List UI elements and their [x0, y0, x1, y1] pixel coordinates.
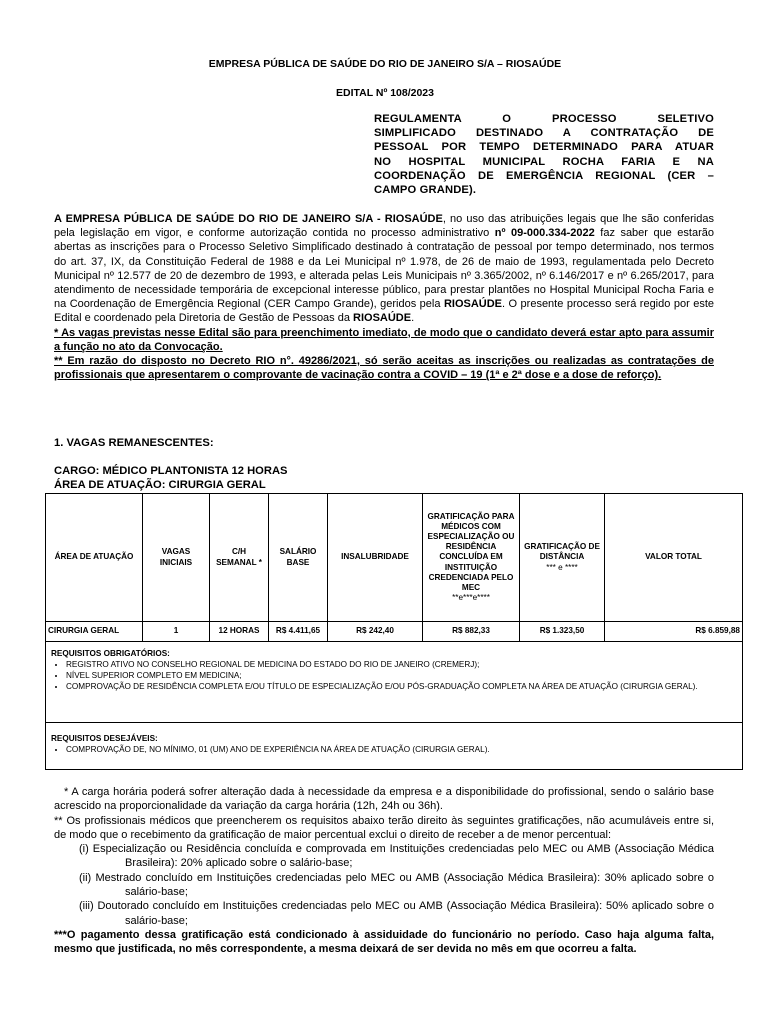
header-gratificacao-mec	[423, 494, 520, 622]
vacancy-table	[45, 493, 743, 642]
section-title: 1. VAGAS REMANESCENTES:	[54, 437, 214, 449]
list-item: • REGISTRO ATIVO NO CONSELHO REGIONAL DE MEDICINA DO ESTADO DO RIO DE JANEIRO (CREMERJ);	[66, 659, 742, 670]
table-row	[46, 622, 743, 642]
cell-salario: R$ 4.411,65	[269, 622, 328, 642]
footnote-carga-horaria: * A carga horária poderá sofrer alteração dada à necessidade da empresa e a disponibilidade do profissional, sendo o salário base acrescido na proporcionalidade da variação da carga horária (12h, 24h ou 36h).	[54, 786, 714, 813]
header-gratificacao-mec-note: **e***e****	[452, 593, 490, 603]
process-number: nº 09-000.334-2022	[494, 227, 595, 240]
note-immediate: * As vagas previstas nesse Edital são para preenchimento imediato, de modo que o candidato deverá estar apto para assumir a função no ato da Convocação.	[54, 326, 714, 353]
header-ch: C/H SEMANAL *	[210, 494, 269, 622]
document-header: EMPRESA PÚBLICA DE SAÚDE DO RIO DE JANEIRO S/A – RIOSAÚDE	[208, 58, 562, 70]
header-salario: SALÁRIO BASE	[269, 494, 328, 622]
intro-text: faz saber que estarão abertas as inscrições para o Processo Seletivo Simplificado destinado à contratação de pessoal por tempo determinado, nos termos do art. 37, IX, da Constituição Federal de 1988 e da Lei Municipal nº 1.978, de 26 de maio de 1993, regulamentada pelo Decreto Municipal nº 12.577 de 20 de dezembro de 1993, e alterada pelas Leis Municipais nº 3.365/2002, nº 6.146/2017 e nº 6.265/2017, para atendimento de necessidade temporária de excepcional interesse público, para prestar plantões no Hospital Municipal Rocha Faria e na Coordenação de Emergência Regional (CER Campo Grande), geridos pela	[54, 227, 714, 311]
cell-area: CIRURGIA GERAL	[46, 622, 143, 642]
list-item: • COMPROVAÇÃO DE RESIDÊNCIA COMPLETA E/OU TÍTULO DE ESPECIALIZAÇÃO E/OU PÓS-GRADUAÇÃO COMPLETA NA ÁREA DE ATUAÇÃO (CIRURGIA GERAL).	[66, 681, 742, 692]
area-line: ÁREA DE ATUAÇÃO: CIRURGIA GERAL	[54, 479, 266, 491]
cell-vagas: 1	[143, 622, 210, 642]
footnote-item: (i) Especialização ou Residência concluída e comprovada em Instituições credenciadas pelo MEC ou AMB (Associação Médica Brasileira): 20% aplicado sobre o salário-base;	[79, 843, 714, 870]
requisitos-obrigatorios	[45, 642, 743, 723]
list-item: • NÍVEL SUPERIOR COMPLETO EM MEDICINA;	[66, 670, 742, 681]
regulamenta-line: SIMPLIFICADO DESTINADO A CONTRATAÇÃO DE	[374, 127, 714, 140]
requisitos-obrigatorios-list	[46, 659, 742, 692]
cell-ch: 12 HORAS	[210, 622, 269, 642]
footnote-gratificacoes: ** Os profissionais médicos que preencherem os requisitos abaixo terão direito às seguintes gratificações, não acumuláveis entre si, de modo que o recebimento da gratificação de maior percentual exclui o direito de receber a de menor percentual:	[54, 814, 714, 841]
footnote-item: (ii) Mestrado concluído em Instituições credenciadas pelo MEC ou AMB (Associação Médica Brasileira): 30% aplicado sobre o salário-base;	[79, 871, 714, 899]
cell-gratificacao-dist: R$ 1.323,50	[520, 622, 605, 642]
cell-valor-total: R$ 6.859,88	[605, 622, 743, 642]
footnote-item: (iii) Doutorado concluído em Instituições credenciadas pelo MEC ou AMB (Associação Médica Brasileira): 50% aplicado sobre o salário-base;	[79, 900, 714, 927]
requisitos-obrigatorios-title: REQUISITOS OBRIGATÓRIOS:	[51, 649, 170, 658]
requisitos-desejaveis-title: REQUISITOS DESEJÁVEIS:	[51, 734, 158, 743]
footnote-assiduidade: ***O pagamento dessa gratificação está condicionado à assiduidade do funcionário no período. Caso haja alguma falta, mesmo que justificada, no mês correspondente, a mesma deixará de ser devida no mês em que ocorreu a falta.	[54, 928, 714, 956]
cell-gratificacao-mec: R$ 882,33	[423, 622, 520, 642]
company-name: A EMPRESA PÚBLICA DE SAÚDE DO RIO DE JANEIRO S/A - RIOSAÚDE	[54, 213, 443, 225]
header-valor-total: VALOR TOTAL	[605, 494, 743, 622]
cell-insalubridade: R$ 242,40	[328, 622, 423, 642]
regulamenta-line: CAMPO GRANDE).	[374, 184, 477, 197]
footnotes	[54, 785, 714, 957]
intro-text: , no uso das atribuições legais que lhe são conferidas pela legislação em vigor, e conforme autorização contida no processo administrativo	[54, 213, 714, 240]
cargo-line: CARGO: MÉDICO PLANTONISTA 12 HORAS	[54, 465, 288, 477]
note-covid: ** Em razão do disposto no Decreto RIO n°. 49286/2021, só serão aceitas as inscrições ou realizadas as contratações de profissionais que apresentarem o comprovante de vacinação contra a COVID – 19 (1ª e 2ª dose e a dose de reforço).	[54, 355, 714, 382]
riosaude-name: RIOSAÚDE	[443, 298, 502, 311]
list-item: • COMPROVAÇÃO DE, NO MÍNIMO, 01 (UM) ANO DE EXPERIÊNCIA NA ÁREA DE ATUAÇÃO (CIRURGIA GERAL).	[66, 744, 742, 755]
edital-number: EDITAL Nº 108/2023	[336, 87, 434, 99]
intro-text: . O presente processo será regido por este Edital e coordenado pela Diretoria de Gestão de Pessoas da	[54, 298, 714, 325]
header-gratificacao-dist	[520, 494, 605, 622]
header-insalubridade: INSALUBRIDADE	[328, 494, 423, 622]
header-gratificacao-dist-note: *** e ****	[546, 562, 578, 572]
regulamenta-line: NO HOSPITAL MUNICIPAL ROCHA FARIA E NA	[374, 155, 714, 168]
header-area: ÁREA DE ATUAÇÃO	[46, 494, 143, 622]
requisitos-desejaveis	[45, 723, 743, 770]
header-gratificacao-mec-text: GRATIFICAÇÃO PARA MÉDICOS COM ESPECIALIZAÇÃO OU RESIDÊNCIA CONCLUÍDA EM INSTITUIÇÃO CREDENCIADA PELO MEC	[427, 511, 515, 592]
regulamenta-line: PESSOAL POR TEMPO DETERMINADO PARA ATUAR	[374, 141, 714, 154]
header-gratificacao-dist-text: GRATIFICAÇÃO DE DISTÂNCIA	[524, 542, 600, 562]
regulamenta-block	[374, 112, 714, 197]
regulamenta-line: COORDENAÇÃO DE EMERGÊNCIA REGIONAL (CER –	[374, 169, 714, 182]
regulamenta-line: REGULAMENTA O PROCESSO SELETIVO	[374, 113, 714, 125]
intro-text: .	[411, 312, 415, 325]
intro-paragraph	[54, 212, 714, 382]
table-header-row	[46, 494, 743, 622]
header-vagas: VAGAS INICIAIS	[143, 494, 210, 622]
riosaude-name: RIOSAÚDE	[353, 312, 412, 325]
requisitos-desejaveis-list	[46, 744, 742, 755]
